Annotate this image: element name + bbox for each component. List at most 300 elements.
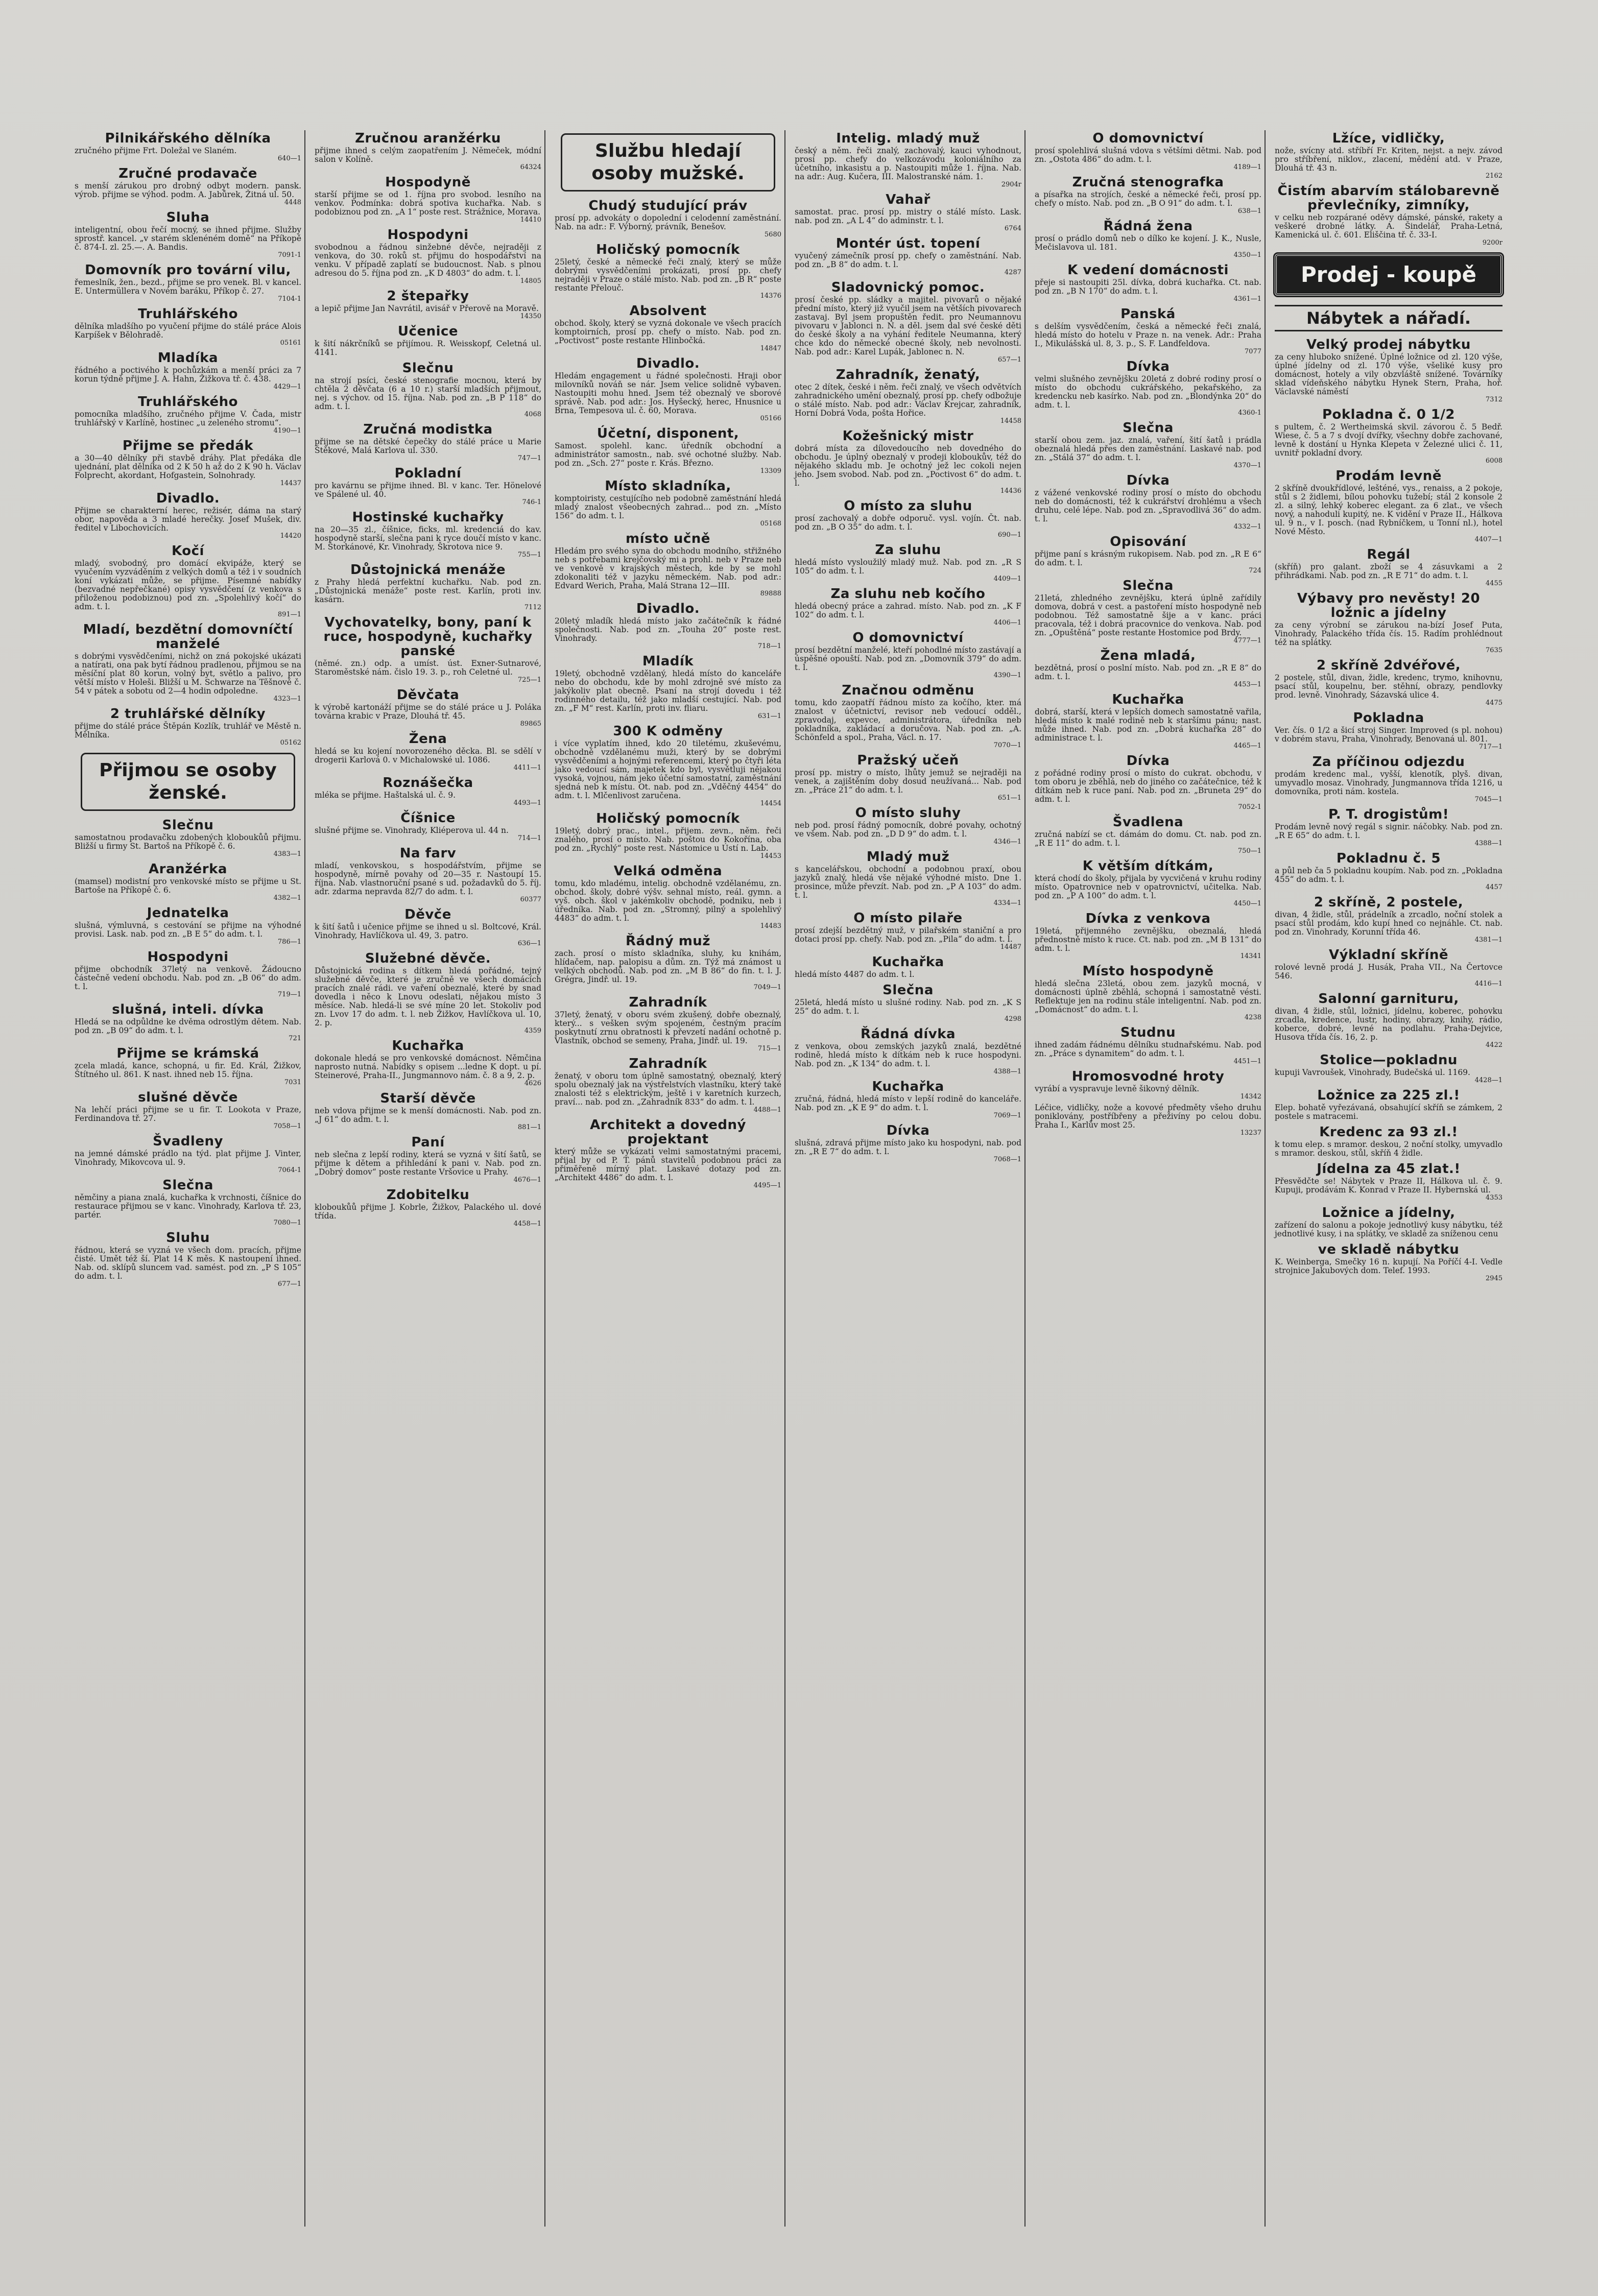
ad-text: přijme do stálé práce Štěpán Kozlík, truhlář ve Městě n. Mělníka. bbox=[75, 722, 301, 739]
ad bbox=[315, 174, 541, 224]
ad bbox=[1275, 130, 1502, 180]
ad-text: hledá obecný práce a zahrad. místo. Nab. pod zn. „K F 102“ do adm. t. l. bbox=[795, 602, 1021, 619]
ad bbox=[1035, 472, 1261, 531]
ad bbox=[1035, 174, 1261, 215]
ad-heading: Mladý muž bbox=[866, 849, 950, 865]
section-heading-men: Službu hledají osoby mužské. bbox=[561, 133, 775, 192]
ad bbox=[75, 1133, 301, 1174]
ad-heading: Stolice—pokladnu bbox=[1320, 1053, 1458, 1068]
ad-code: 7058—1 bbox=[273, 1122, 301, 1130]
ad bbox=[75, 1089, 301, 1130]
ad-code: 14847 bbox=[760, 345, 781, 352]
ad-heading: O místo za sluhu bbox=[844, 498, 972, 514]
ad-heading: Řádná žena bbox=[1103, 219, 1193, 234]
ad-code: 631—1 bbox=[757, 712, 781, 720]
ad bbox=[75, 543, 301, 618]
ad-code: 4411—1 bbox=[513, 764, 541, 772]
ad-heading: Služebné děvče. bbox=[365, 951, 491, 966]
ad bbox=[315, 1187, 541, 1228]
ad bbox=[315, 845, 541, 903]
ad-code: 755—1 bbox=[517, 551, 541, 559]
ad-heading: Sluhu bbox=[166, 1230, 210, 1246]
ad-text: slušná, výmluvná, s cestování se přijme na výhodné provisi. Lask. nab. pod zn. „B E 5“ do adm. t. l. bbox=[75, 921, 301, 939]
ad-heading: Truhlářského bbox=[137, 394, 238, 410]
ad-code: 6008 bbox=[1485, 457, 1502, 465]
ad-heading: Pokladní bbox=[394, 466, 462, 481]
ad-text: přeje si nastoupiti 25l. dívka, dobrá kuchařka. Ct. nab. pod zn. „B N 170“ do adm. t. l. bbox=[1035, 278, 1261, 296]
ad-code: 4488—1 bbox=[753, 1106, 781, 1114]
ad-heading: Aranžérka bbox=[149, 862, 227, 877]
ad-code: 7635 bbox=[1485, 647, 1502, 654]
ad-code: 7069—1 bbox=[993, 1112, 1021, 1119]
ad-code: 7031 bbox=[284, 1079, 301, 1086]
ad-heading: Studnu bbox=[1120, 1025, 1176, 1040]
ad-heading: Mladí, bezdětní domovníčtí manželé bbox=[83, 622, 293, 652]
ad-heading: Švadleny bbox=[153, 1134, 223, 1149]
ad bbox=[1275, 468, 1502, 543]
ad-text: pomocníka mladšího, zručného přijme V. Čada, mistr truhlářský v Karlíně, hostinec „u zeleného stromu“. bbox=[75, 410, 301, 427]
ad-code: 7077 bbox=[1244, 348, 1261, 355]
ad-code: 6764 bbox=[1004, 225, 1021, 232]
ad-heading: Paní bbox=[411, 1135, 445, 1150]
ad-code: 2904r bbox=[1001, 181, 1021, 188]
ad-text: (mamsel) modistní pro venkovské místo se přijme u St. Bartoše na Příkopě č. 6. bbox=[75, 877, 301, 895]
ad-code: 4409—1 bbox=[993, 575, 1021, 583]
ad bbox=[1275, 1241, 1502, 1282]
ad-text: 25letý, české a německé řeči znalý, který se může dobrými vysvědčeními prokázati, prosí pp. chefy nejraději v Praze o stálé místo. Nab. pod zn. „B R“ poste restante Přelouč. bbox=[555, 257, 781, 293]
ad-code: 7049—1 bbox=[753, 984, 781, 991]
ad-heading: Značnou odměnu bbox=[842, 683, 974, 698]
ad-text: 37letý, ženatý, v oboru svém zkušený, dobře obeznalý, který... s vešken svým spojeném, čestným pracím poskytnutí zrnu obratnosti k převzetí nadání ochotně p. Vlastník, obchod se semeny, Praha, Jindř. ul. 19. bbox=[555, 1010, 781, 1045]
ad bbox=[795, 367, 1021, 425]
ad-code: 4382—1 bbox=[273, 894, 301, 902]
ad-heading: Slečna bbox=[162, 1178, 213, 1193]
ad-heading: Divadlo. bbox=[636, 601, 700, 616]
ad-code: 4450—1 bbox=[1233, 900, 1261, 907]
ad bbox=[1035, 1104, 1261, 1137]
ad bbox=[1035, 648, 1261, 688]
ad-text: k šití šatů i učenice přijme se ihned u sl. Boltcové, Král. Vinohrady, Havlíčkova ul. 49, 3. patro. bbox=[315, 922, 541, 940]
ad bbox=[555, 425, 781, 475]
ad-text: a půl neb ča 5 pokladnu koupím. Nab. pod zn. „Pokladna 455“ do adm. t. l. bbox=[1275, 866, 1502, 884]
ad-heading: Zručné prodavače bbox=[118, 166, 257, 181]
ad bbox=[1275, 1052, 1502, 1084]
ad-heading: Dívka bbox=[1126, 359, 1170, 374]
ad-code: 786—1 bbox=[277, 938, 301, 946]
ad bbox=[555, 242, 781, 300]
ad-code: 14454 bbox=[760, 800, 781, 807]
ad bbox=[75, 262, 301, 303]
ad-text: z Prahy hledá perfektní kuchařku. Nab. pod zn. „Důstojnická menáže“ poste rest. Karlín, proti inv. kasárn. bbox=[315, 578, 541, 604]
ad bbox=[555, 531, 781, 597]
ad bbox=[795, 1026, 1021, 1075]
ad bbox=[795, 1122, 1021, 1163]
ad-heading: Panská bbox=[1120, 306, 1176, 322]
ad bbox=[555, 863, 781, 930]
ad bbox=[1275, 947, 1502, 988]
ad-heading: Pokladna bbox=[1353, 710, 1424, 726]
ad-text: zručná nabízí se ct. dámám do domu. Ct. nab. pod zn. „R E 11“ do adm. t. l. bbox=[1035, 830, 1261, 848]
ad-text: Léčice, vidličky, nože a kovové předměty všeho druhu poniklovány, postříbřeny a přeživíny po celou dobu. Praha I., Karlův most 25. bbox=[1035, 1103, 1261, 1130]
ad-text: 21letá, zhledného zevnějšku, která úplně zařídily domova, dobrá v cest. a pastoření místo hospodyně neb podobnou. Též samostatně šije a v kanc. práci pracovala, též i dobrá pracovnice do venkova. Nab. pod zn. „Opuštěná“ poste restante Hostomice pod Brdy. bbox=[1035, 593, 1261, 637]
ad-code: 7064-1 bbox=[278, 1166, 301, 1174]
ad-code: 7080—1 bbox=[273, 1219, 301, 1227]
ad-code: 891—1 bbox=[277, 611, 301, 618]
ad-heading: O domovnictví bbox=[852, 630, 964, 645]
ad-text: řádnou, která se vyzná ve všech dom. pracích, přijme čisté. Umět též ší. Plat 14 K měs. K nastoupení ihned. Nab. od. sklípů sluncem vad. samést. pod zn. „P S 105“ do adm. t. l. bbox=[75, 1246, 301, 1281]
ad bbox=[795, 235, 1021, 276]
ad bbox=[75, 949, 301, 998]
ad-text: divan, 4 židle, stůl, prádelník a zrcadlo, noční stolek a psací stůl prodám, kdo kupí hned co nejnáhle. Ct. nab. pod zn. Vinohrady, Korunní třída 46. bbox=[1275, 910, 1502, 937]
ad-heading: Číšnice bbox=[400, 810, 456, 826]
ad-heading: Učenice bbox=[397, 324, 459, 339]
ad-text: k šití nákrčníků se přijímou. R. Weisskopf, Celetná ul. 4141. bbox=[315, 339, 541, 357]
ad-heading: Zručnou aranžérku bbox=[355, 131, 501, 146]
ad bbox=[315, 906, 541, 947]
ad-text: na strojí psíci, české stenografie mocnou, která by chtěla 2 děvčata (6 a 10 r.) starší mladších přijmout, nej. s výchov. od 15. října. Nab. pod zn. „B P 118“ do adm. t. l. bbox=[315, 376, 541, 411]
ad-code: 4390—1 bbox=[993, 672, 1021, 679]
ad-code: 14420 bbox=[280, 532, 301, 540]
ad-heading: P. T. drogistům! bbox=[1328, 807, 1449, 822]
ad-text: prodám kredenc mal., vyšší, klenotík, plyš. divan, umyvadlo mosaz. Vinohrady, Jungmannova třída 1216, u domovníka, proti nám. kostela. bbox=[1275, 770, 1502, 796]
ad bbox=[1275, 1124, 1502, 1158]
ad-code: 636—1 bbox=[517, 940, 541, 947]
ad bbox=[795, 752, 1021, 802]
ad-code: 4350—1 bbox=[1233, 251, 1261, 259]
ad-text: řemeslník, žen., bezd., přijme se pro venek. Bl. v kancel. E. Untermüllera v Novém baráku, Příkop č. 27. bbox=[75, 278, 301, 296]
ad-code: 721 bbox=[289, 1035, 301, 1042]
ad-heading: Sluha bbox=[166, 210, 210, 225]
ad-heading: 2 truhlářské dělníky bbox=[110, 706, 266, 722]
ad-text: Hledá se na odpůldne ke dvěma odrostlým dětem. Nab. pod zn. „B 09“ do adm. t. l. bbox=[75, 1017, 301, 1035]
ad-code: 4361—1 bbox=[1233, 295, 1261, 303]
ad-code: 4298 bbox=[1004, 1015, 1021, 1023]
ad-heading: Kožešnický mistr bbox=[842, 428, 974, 444]
ad-heading: Zahradník, ženatý, bbox=[836, 367, 981, 382]
ad-text: komptoiristy, cestujícího neb podobně zaměstnání hledá mladý znalost všeobecných zahrad... pod zn. „Místo 156“ do adm. t. l. bbox=[555, 494, 781, 520]
ad-text: nože, svícny atd. stříbří Fr. Kriten, nejst. a nejv. závod pro stříbření, niklov., zlacení, mědění atd. v Praze, Dlouhá tř. 43 n. bbox=[1275, 146, 1502, 173]
ad bbox=[75, 490, 301, 540]
ad-code: 7104-1 bbox=[278, 295, 301, 303]
ad-code: 746-1 bbox=[522, 498, 541, 506]
ad bbox=[1275, 710, 1502, 751]
column-4 bbox=[792, 130, 1025, 2227]
ad-heading: Výkladní skříně bbox=[1328, 947, 1449, 963]
ad-code: 60377 bbox=[520, 896, 541, 903]
ad-text: vyrábí a vyspravuje levně šikovný dělník. bbox=[1035, 1084, 1200, 1093]
ad-code: 4493—1 bbox=[513, 799, 541, 807]
ad-heading: Zručná modistka bbox=[363, 422, 493, 437]
ad bbox=[795, 542, 1021, 583]
ad-heading: Žena bbox=[409, 731, 447, 747]
ad bbox=[1035, 262, 1261, 303]
ad-code: 05168 bbox=[760, 520, 781, 528]
ad bbox=[75, 130, 301, 162]
ad bbox=[1035, 1024, 1261, 1065]
ad-heading: Čistím abarvím stálobarevně převlečníky, zimníky, bbox=[1277, 183, 1500, 213]
ad bbox=[555, 355, 781, 422]
ad-code: 14453 bbox=[760, 852, 781, 860]
ad-text: svobodnou a řádnou sinžebné děvče, nejraději z venkova, do 30. roků st. přijmu do hospodářství na venku. V případě zaplatí se budoucnost. Nab. s plnou adresou do 5. října pod zn. „K D 4803“ do adm. t. l. bbox=[315, 243, 541, 278]
ad-heading: Intelig. mladý muž bbox=[836, 131, 980, 146]
ad bbox=[795, 849, 1021, 907]
ad-heading: Mladík bbox=[642, 654, 694, 669]
ad-code: 4353 bbox=[1485, 1194, 1502, 1202]
ad-heading: Za sluhu bbox=[875, 542, 941, 558]
ad-heading: Ložnice za 225 zl.! bbox=[1317, 1088, 1460, 1103]
ad bbox=[795, 910, 1021, 951]
ad-code: 4189—1 bbox=[1233, 163, 1261, 171]
ad-code: 4416—1 bbox=[1474, 980, 1502, 988]
ad-text: kupuji Vavroušek, Vinohrady, Budečská ul. 1169. bbox=[1275, 1068, 1470, 1077]
ad-heading: Za sluhu neb kočího bbox=[830, 586, 986, 602]
ad-text: k tomu elep. s mramor. deskou, 2 noční stolky, umyvadlo s mramor. deskou, stůl, skříň 4 židle. bbox=[1275, 1140, 1502, 1158]
ad-text: slušné přijme se. Vinohrady, Kliéperova ul. 44 n. bbox=[315, 826, 509, 835]
ad-code: 4448 bbox=[284, 199, 301, 206]
ad bbox=[75, 1001, 301, 1042]
ad bbox=[1035, 306, 1261, 355]
ad-heading: Ložnice a jídelny, bbox=[1322, 1205, 1456, 1221]
ad-heading: Přijme se předák bbox=[122, 438, 254, 453]
ad-code: 4451—1 bbox=[1233, 1058, 1261, 1065]
ad-heading: Salonní garnituru, bbox=[1318, 991, 1459, 1007]
ad-heading: Hromosvodné hroty bbox=[1071, 1069, 1225, 1084]
ad-code: 4457 bbox=[1485, 883, 1502, 891]
ad bbox=[315, 950, 541, 1035]
ad-code: 724 bbox=[1249, 567, 1261, 575]
ad bbox=[315, 731, 541, 772]
ad-text: 25letá, hledá místo u slušné rodiny. Nab. pod zn. „K S 25“ do adm. t. l. bbox=[795, 998, 1021, 1016]
ad-code: 4422 bbox=[1485, 1041, 1502, 1049]
ad-heading: Chudý studující práv bbox=[588, 198, 748, 213]
ad-heading: Holičský pomocník bbox=[596, 811, 740, 826]
ad-code: 4777—1 bbox=[1233, 637, 1261, 644]
column-2 bbox=[312, 130, 545, 2227]
ad-text: neb vdova přijme se k menší domácnosti. Nab. pod zn. „J 61“ do adm. t. l. bbox=[315, 1106, 541, 1124]
ad-code: 14436 bbox=[1000, 487, 1021, 495]
ad-heading: Kuchařka bbox=[1112, 692, 1184, 707]
ad bbox=[1275, 546, 1502, 587]
ad-text: rolové levně prodá J. Husák, Praha VII., Na Čertovce 546. bbox=[1275, 963, 1502, 980]
ad bbox=[315, 288, 541, 320]
ad-text: k výrobě kartonáží přijme se do stálé práce u J. Poláka továrna krabic v Praze, Dlouhá tř. 45. bbox=[315, 703, 541, 721]
ad-heading: 2 štepařky bbox=[387, 289, 469, 304]
ad-heading: Architekt a dovedný projektant bbox=[590, 1117, 746, 1147]
ad bbox=[315, 614, 541, 684]
section-banner-sale: Prodej - koupě bbox=[1275, 254, 1502, 296]
ad-code: 14437 bbox=[280, 480, 301, 487]
ad-text: Prodám levně nový regál s signir. náčobky. Nab. pod zn. „R E 65“ do adm. t. l. bbox=[1275, 822, 1502, 840]
ad bbox=[795, 630, 1021, 679]
ad-code: 4359 bbox=[524, 1027, 541, 1035]
ad bbox=[555, 198, 781, 238]
ad-code: 4458—1 bbox=[513, 1220, 541, 1228]
ad bbox=[315, 1134, 541, 1184]
ad-text: otec 2 dítek, české i něm. řeči znalý, ve všech odvětvích zahradnického umění obeznalý, prosí pp. chefy odbožuje o stálé místo. Nab. pod adr.: Václav Krejcar, zahradník, Horní Dobrá Voda, pošta Hořice. bbox=[795, 382, 1021, 418]
ad-text: K. Weinberga, Smečky 16 n. kupují. Na Poříčí 4-I. Vedle strojnice Jakubových dom. Telef. 1993. bbox=[1275, 1257, 1502, 1275]
ad-heading: O místo pilaře bbox=[853, 911, 963, 926]
ad bbox=[1035, 963, 1261, 1021]
ad-heading: Dívka bbox=[886, 1123, 930, 1138]
ad-code: 7312 bbox=[1485, 396, 1502, 403]
ad bbox=[1275, 183, 1502, 247]
ad-heading: Zahradník bbox=[629, 1056, 707, 1071]
ad bbox=[795, 279, 1021, 364]
ad bbox=[75, 1177, 301, 1227]
ad bbox=[795, 428, 1021, 495]
ad-code: 14341 bbox=[1240, 952, 1261, 960]
ad-code: 4068 bbox=[524, 411, 541, 418]
ad bbox=[795, 192, 1021, 232]
ad-heading: Slečnu bbox=[162, 818, 214, 833]
ad-code: 4626 bbox=[524, 1080, 541, 1087]
ad bbox=[315, 562, 541, 611]
ad bbox=[1275, 1087, 1502, 1121]
ad-heading: Důstojnická menáže bbox=[350, 562, 506, 578]
ad-code: 725—1 bbox=[517, 676, 541, 684]
ad-code: 4190—1 bbox=[273, 427, 301, 435]
ad-heading: Hospodyni bbox=[147, 949, 229, 965]
ad-heading: Hospodyni bbox=[387, 227, 469, 243]
ad bbox=[315, 130, 541, 171]
ad-heading: slušné děvče bbox=[138, 1090, 238, 1105]
ad bbox=[315, 509, 541, 559]
ad-text: a písařka na strojích, české a německé řeči, prosí pp. chefy o místo. Nab. pod zn. „B O 91“ do adm. t. l. bbox=[1035, 190, 1261, 208]
ad bbox=[1035, 814, 1261, 855]
ad-text: vyučený zámečník prosí pp. chefy o zaměstnání. Nab. pod zn. „B 8“ do adm. t. l. bbox=[795, 251, 1021, 269]
ad-code: 05166 bbox=[760, 415, 781, 422]
ad-heading: Domovník pro tovární vilu, bbox=[85, 262, 291, 278]
ad-text: němčiny a piana znalá, kuchařka k vrchnosti, číšnice do restaurace přijmou se v kanc. Vinohrady, Karlova tř. 23, partér. bbox=[75, 1193, 301, 1219]
ad bbox=[555, 653, 781, 720]
ad-code: 657—1 bbox=[997, 356, 1021, 364]
ad bbox=[75, 1045, 301, 1086]
ad bbox=[75, 1230, 301, 1288]
ad-code: 4388—1 bbox=[1474, 840, 1502, 847]
ad-code: 4495—1 bbox=[753, 1182, 781, 1189]
ad bbox=[795, 682, 1021, 749]
ad-heading: Zahradník bbox=[629, 995, 707, 1010]
ad-text: prosí zdejší bezdětný muž, v pilařském staniční a pro dotaci prosí pp. chefy. Nab. pod zn. „Pila“ do adm. t. l. bbox=[795, 926, 1021, 944]
ad-text: Přijme se charakterní herec, režisér, dáma na starý obor, napověda a 3 mladé herečky. Josef Mušek, div. ředitel v Libochovicích. bbox=[75, 506, 301, 533]
ad-text: dobrá, starší, která v lepších domech samostatně vařila, hledá místo k malé rodině neb k staršímu pánu; nast. může ihned. Nab. pod zn. „Dobrá kuchařka 28“ do administrace t. l. bbox=[1035, 707, 1261, 743]
ad-text: 2 skříně dvoukřídlové, lešténé, vys., renaiss, a 2 pokoje, stůl s 2 židlemi, bílou pohovku tužebí; stál 2 konsole 2 zl. a silný, lehký koberec elegant. za 6 zlat., ve všech nový, a nahoduli kupitý, ne. K vidění v Praze II., Hálkova ul. 9 n., v I. posch. (nad Rybníčkem, u Tonní nl.), hotel Nové Město. bbox=[1275, 484, 1502, 536]
ad-code: 14376 bbox=[760, 292, 781, 300]
ad-text: pro kavárnu se přijme ihned. Bl. v kanc. Ter. Hönelové ve Spálené ul. 40. bbox=[315, 481, 541, 499]
ad bbox=[315, 1090, 541, 1131]
ad-text: 2 postele, stůl, divan, židle, kredenc, trymo, knihovnu, psací stůl, koupelnu, ber. stěhní, obrazy, pendlovky prod. levně. Vinohrady, Sázavská ulice 4. bbox=[1275, 673, 1502, 700]
ad-code: 14805 bbox=[520, 277, 541, 285]
ad-code: 13309 bbox=[760, 467, 781, 475]
ad-text: s kancelářskou, obchodní a podobnou praxí, obou jazyků znalý, hledá vše nějaké výhodné místo. Dne 1. prosince, může převzít. Nab. pod zn. „P A 103“ do adm. t. l. bbox=[795, 865, 1021, 900]
ad bbox=[1035, 911, 1261, 960]
ad-text: prosí spolehlivá slušná vdova s většími dětmi. Nab. pod zn. „Ostota 486“ do adm. t. l. bbox=[1035, 146, 1261, 164]
ad-heading: Přijme se krámská bbox=[116, 1046, 259, 1061]
ad-heading: Slečnu bbox=[402, 361, 454, 376]
ad-text: velmi slušného zevnějšku 20letá z dobré rodiny prosí o místo do obchodu cukrářského, pekařského, za kredencku neb kasírko. Nab. pod zn. „Blondýnka 20“ do adm. t. l. bbox=[1035, 374, 1261, 410]
ad-code: 4332—1 bbox=[1233, 523, 1261, 531]
ad-code: 4287 bbox=[1004, 269, 1021, 276]
ad-text: s pultem, č. 2 Wertheimská skvil. závorou č. 5 Bedř. Wiese, č. 5 a 7 s dvojí dvířky, všechny dobře zachované, levně k dostání u Hynka Klepeta v Zelezné ulici č. 11, uvnitř pokladní dvory. bbox=[1275, 422, 1502, 458]
ad-text: a 30—40 dělníky při stavbě dráhy. Plat předáka dle ujednání, plat dělníka od 2 K 50 h až do 2 K 90 h. Václav Folprecht, akordant, Hofgastein, Solnohrady. bbox=[75, 453, 301, 480]
ad-heading: 2 skříně 2dvéřové, bbox=[1316, 658, 1461, 673]
ad-heading: 300 K odměny bbox=[613, 724, 723, 739]
ad-heading: Kuchařka bbox=[872, 954, 944, 970]
ad-text: ženatý, v oboru tom úplně samostatný, obeznalý, který spolu obeznalý jak na výstřelstvích vlastníku, který také znalosti též s elektrickým, ještě i v karetních kurzech, praví... nab. pod zn. „Zahradník 833“ do adm. t. l. bbox=[555, 1071, 781, 1107]
ad-code: 7112 bbox=[524, 604, 541, 611]
ad-heading: Vychovatelky, bony, paní k ruce, hospodyně, kuchařky panské bbox=[323, 615, 533, 659]
ad bbox=[795, 498, 1021, 539]
ad-text: přijme paní s krásným rukopisem. Nab. pod zn. „R E 6“ do adm. t. l. bbox=[1035, 549, 1261, 567]
ad-code: 05162 bbox=[280, 739, 301, 747]
ad-text: samostat. prac. prosí pp. mistry o stálé místo. Lask. nab. pod zn. „A L 4“ do adminstr. t. l. bbox=[795, 207, 1021, 225]
ad-text: na 20—35 zl., číšnice, ficks, ml. kredenciá do kav. hospodyně starší, slečna pani k ryce doučí místo v kanc. M. Štorkánové, Kr. Vinohrady, Škrotova nice 9. bbox=[315, 525, 541, 552]
ad-text: (skříň) pro galant. zboží se 4 zásuvkami a 2 přihrádkami. Nab. pod zn. „R E 71“ do adm. t. l. bbox=[1275, 562, 1502, 580]
ad-heading: Vahař bbox=[886, 192, 931, 207]
ad-heading: Pražský učeň bbox=[857, 753, 959, 768]
ad-text: přijme obchodník 37letý na venkově. Žádoucno částečně vedení obchodu. Nab. pod zn. „B 06“ do adm. t. l. bbox=[75, 965, 301, 991]
ad-code: 4406—1 bbox=[993, 619, 1021, 627]
ad-heading: Divadlo. bbox=[636, 356, 700, 371]
ad bbox=[315, 810, 541, 842]
ad bbox=[1035, 753, 1261, 811]
ad-heading: Divadlo. bbox=[156, 491, 220, 506]
ad-code: 7070—1 bbox=[993, 742, 1021, 749]
ad-heading: Slečna bbox=[883, 983, 934, 998]
ad-code: 2162 bbox=[1485, 172, 1502, 180]
ad-heading: Hostinské kuchařky bbox=[352, 510, 504, 525]
ad-text: bezdětná, prosí o poslní místo. Nab. pod zn. „R E 8“ do adm. t. l. bbox=[1035, 663, 1261, 681]
ad bbox=[75, 165, 301, 206]
ad bbox=[555, 303, 781, 352]
ad-code: 677—1 bbox=[277, 1280, 301, 1288]
ad-code: 7045—1 bbox=[1474, 796, 1502, 803]
ad-code: 4346—1 bbox=[993, 838, 1021, 846]
ad-heading: Velký prodej nábytku bbox=[1306, 337, 1471, 352]
ad bbox=[795, 954, 1021, 979]
ad-heading: Děvče bbox=[404, 907, 451, 922]
ad-code: 651—1 bbox=[997, 794, 1021, 802]
ad bbox=[75, 394, 301, 435]
ad-code: 4455 bbox=[1485, 580, 1502, 587]
ad-heading: Švadlena bbox=[1112, 815, 1184, 830]
ad-text: starší přijme se od 1. října pro svobod. lesního na venkov. Podmínka: dobrá spotiva kuchařka. Nab. s podobiznou pod zn. „A 1“ poste rest. Strážnice, Morava. bbox=[315, 190, 541, 217]
ad-code: 64324 bbox=[520, 163, 541, 171]
ad bbox=[315, 323, 541, 357]
ad bbox=[1275, 1161, 1502, 1202]
section-heading-women: Přijmou se osoby ženské. bbox=[81, 753, 295, 811]
ad-heading: ve skladě nábytku bbox=[1318, 1242, 1460, 1257]
ad-code: 881—1 bbox=[517, 1123, 541, 1131]
ad-code: 750—1 bbox=[1237, 847, 1261, 855]
ad bbox=[1035, 218, 1261, 259]
ad-heading: Pokladna č. 0 1/2 bbox=[1322, 407, 1456, 422]
ad-heading: Jídelna za 45 zlat.! bbox=[1317, 1161, 1461, 1177]
ad-heading: Holičský pomocník bbox=[596, 242, 740, 257]
ad bbox=[1275, 657, 1502, 707]
ad bbox=[1275, 754, 1502, 803]
ad-heading: Místo skladníka, bbox=[605, 479, 731, 494]
ad-code: 89865 bbox=[520, 720, 541, 728]
ad-heading: K větším dítkám, bbox=[1082, 858, 1214, 874]
ad-heading: Kuchařka bbox=[872, 1079, 944, 1094]
ad-text: 19letá, přijemného zevnějšku, obeznalá, hledá přednostně místo k ruce. Ct. nab. pod zn. „M B 131“ do adm. t. l. bbox=[1035, 926, 1261, 953]
ad-heading: Kuchařka bbox=[392, 1038, 464, 1054]
ad-code: 4429—1 bbox=[273, 383, 301, 391]
ad bbox=[75, 817, 301, 858]
ad bbox=[1035, 858, 1261, 907]
ad bbox=[315, 1038, 541, 1087]
